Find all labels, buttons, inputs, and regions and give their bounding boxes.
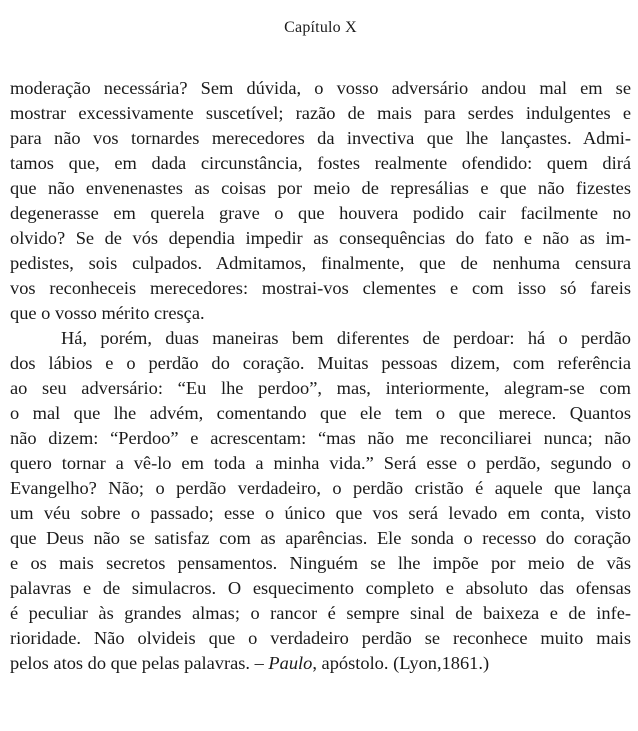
text-line: mostrar excessivamente suscetível; razão de mais para serdes indulgentes e bbox=[10, 103, 631, 123]
text-line: palavras e de simulacros. O esquecimento completo e absoluto das ofensas bbox=[10, 578, 631, 598]
text-line: que não envenenastes as coisas por meio de represálias e que não fizestes bbox=[10, 178, 631, 198]
text-line: que Deus não se satisfaz com as aparências. Ele sonda o recesso do coração bbox=[10, 528, 631, 548]
text-line: degenerasse em querela grave o que houvera podido cair facilmente no bbox=[10, 203, 631, 223]
text-line: pedistes, sois culpados. Admitamos, finalmente, que de nenhuma censura bbox=[10, 253, 631, 273]
text-line: quero tornar a vê-lo em toda a minha vida.” Será esse o perdão, segundo o bbox=[10, 453, 631, 473]
signature-name: Paulo bbox=[268, 653, 313, 673]
text-line: que o vosso mérito cresça. bbox=[10, 303, 205, 323]
text-line: Há, porém, duas maneiras bem diferentes de perdoar: há o perdão bbox=[61, 328, 631, 348]
text-line: vos reconheceis merecedores: mostrai-vos clementes e com isso só fareis bbox=[10, 278, 631, 298]
paragraph-1 bbox=[10, 76, 631, 326]
text-line: dos lábios e o perdão do coração. Muitas pessoas dizem, com referência bbox=[10, 353, 631, 373]
signature-line bbox=[10, 651, 631, 676]
text-line: tamos que, em dada circunstância, fostes realmente ofendido: quem dirá bbox=[10, 153, 631, 173]
signature-line-prefix: pelos atos do que pelas palavras. – bbox=[10, 653, 269, 673]
text-line: olvido? Se de vós dependia impedir as consequências do fato e não as im- bbox=[10, 228, 631, 248]
text-line: não dizem: “Perdoo” e acrescentam: “mas não me reconciliarei nunca; não bbox=[10, 428, 631, 448]
signature-line-suffix: , apóstolo. (Lyon,1861.) bbox=[312, 653, 490, 673]
text-line: o mal que lhe advém, comentando que ele tem o que merece. Quantos bbox=[10, 403, 631, 423]
document-page bbox=[10, 0, 631, 731]
paragraph-2 bbox=[10, 326, 631, 676]
text-line: rioridade. Não olvideis que o verdadeiro perdão se reconhece muito mais bbox=[10, 628, 631, 648]
text-line: moderação necessária? Sem dúvida, o vosso adversário andou mal em se bbox=[10, 78, 631, 98]
text-line: para não vos tornardes merecedores da invectiva que lhe lançastes. Admi- bbox=[10, 128, 631, 148]
text-line: Evangelho? Não; o perdão verdadeiro, o perdão cristão é aquele que lança bbox=[10, 478, 631, 498]
body-text bbox=[10, 76, 631, 676]
text-line: um véu sobre o passado; esse o único que vos será levado em conta, visto bbox=[10, 503, 631, 523]
text-line: é peculiar às grandes almas; o rancor é sempre sinal de baixeza e de infe- bbox=[10, 603, 631, 623]
text-line: e os mais secretos pensamentos. Ninguém se lhe impõe por meio de vãs bbox=[10, 553, 631, 573]
running-head: Capítulo X bbox=[284, 19, 357, 36]
text-line: ao seu adversário: “Eu lhe perdoo”, mas, interiormente, alegram-se com bbox=[10, 378, 631, 398]
